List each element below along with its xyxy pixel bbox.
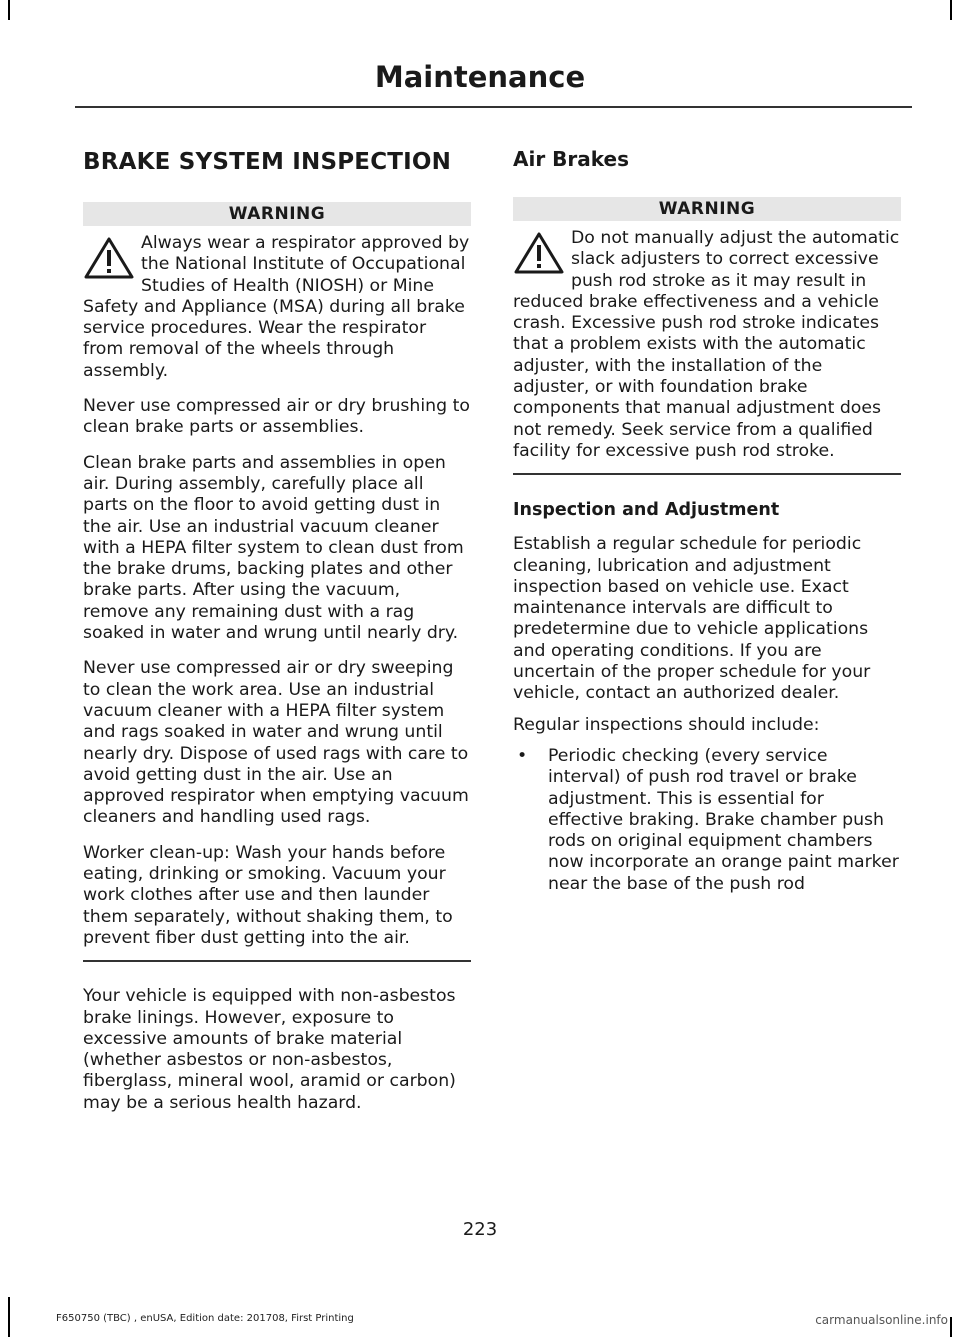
- warning-box: [513, 228, 901, 462]
- paragraph: Your vehicle is equipped with non-asbestos brake linings. However, exposure to excessive amounts of brake material (whether asbestos or non-asbestos, fiberglass, mineral wool, aramid or carbon) may be a serious health hazard.: [83, 986, 456, 1113]
- warning-box: [83, 233, 471, 382]
- warning-label: WARNING: [513, 197, 901, 221]
- warning-triangle-icon: [513, 230, 565, 276]
- right-column: [513, 140, 901, 895]
- warning-text: Do not manually adjust the automatic slack adjusters to correct excessive push rod stroke as it may result in reduced brake effectiveness and a vehicle crash. Excessive push rod stroke indicates that a problem exists with the automatic adjuster, with the installation of the adjuster, or with foundation brake components that manual adjustment does not remedy. Seek service from a qualified facility for excessive push rod stroke.: [513, 228, 900, 461]
- warning-text: Always wear a respirator approved by the National Institute of Occupational Studies of Health (NIOSH) or Mine Safety and Appliance (MSA) during all brake service procedures. Wear the respirator from removal of the wheels through assembly.: [83, 233, 470, 381]
- footer-edition: F650750 (TBC) , enUSA, Edition date: 201708, First Printing: [56, 1313, 354, 1324]
- crop-mark: [8, 1297, 10, 1337]
- paragraph: Never use compressed air or dry brushing to clean brake parts or assemblies.: [83, 396, 470, 438]
- section-title: BRAKE SYSTEM INSPECTION: [83, 149, 452, 175]
- paragraph: Clean brake parts and assemblies in open air. During assembly, carefully place all parts on the floor to avoid getting dust in the air. Use an industrial vacuum cleaner with a HEPA filter system to clean dust from the brake drums, backing plates and other brake parts. After using the vacuum, remove any remaining dust with a rag soaked in water and wrung until nearly dry.: [83, 452, 464, 644]
- watermark: carmanualsonline.info: [815, 1313, 948, 1327]
- paragraph: Worker clean-up: Wash your hands before eating, drinking or smoking. Vacuum your work clothes after use and then launder them separately, without shaking them, to prevent fiber dust getting into the air.: [83, 842, 453, 948]
- left-column: [83, 140, 471, 1124]
- header-divider: [75, 106, 912, 108]
- warning-label: WARNING: [83, 202, 471, 226]
- subsection-title: Air Brakes: [513, 147, 629, 171]
- crop-mark: [950, 0, 952, 20]
- crop-mark: [8, 0, 10, 20]
- page-number: 223: [462, 1219, 498, 1240]
- warning-end-rule: [83, 960, 471, 962]
- list-item-text: Periodic checking (every service interval) of push rod travel or brake adjustment. This is essential for effective braking. Brake chamber push rods on original equipment chambers now incorporate an orange paint marker near the base of the push rod: [548, 745, 899, 894]
- crop-mark: [950, 1317, 952, 1337]
- warning-triangle-icon: [83, 235, 135, 281]
- subheading: Inspection and Adjustment: [513, 500, 780, 521]
- paragraph: Never use compressed air or dry sweeping to clean the work area. Use an industrial vacuum cleaner with a HEPA filter system and rags soaked in water and wrung until nearly dry. Dispose of used rags with care to avoid getting dust in the air. Use an approved respirator when emptying vacuum cleaners and handling used rags.: [83, 658, 469, 828]
- warning-end-rule: [513, 473, 901, 475]
- page-title: Maintenance: [374, 60, 586, 94]
- paragraph: Regular inspections should include:: [513, 714, 820, 735]
- paragraph: Establish a regular schedule for periodic cleaning, lubrication and adjustment inspection based on vehicle use. Exact maintenance intervals are difficult to predetermine due to vehicle applications and operating conditions. If you are uncertain of the proper schedule for your vehicle, contact an authorized dealer.: [513, 534, 871, 704]
- list-item: [513, 746, 901, 895]
- bullet-marker: •: [517, 745, 528, 766]
